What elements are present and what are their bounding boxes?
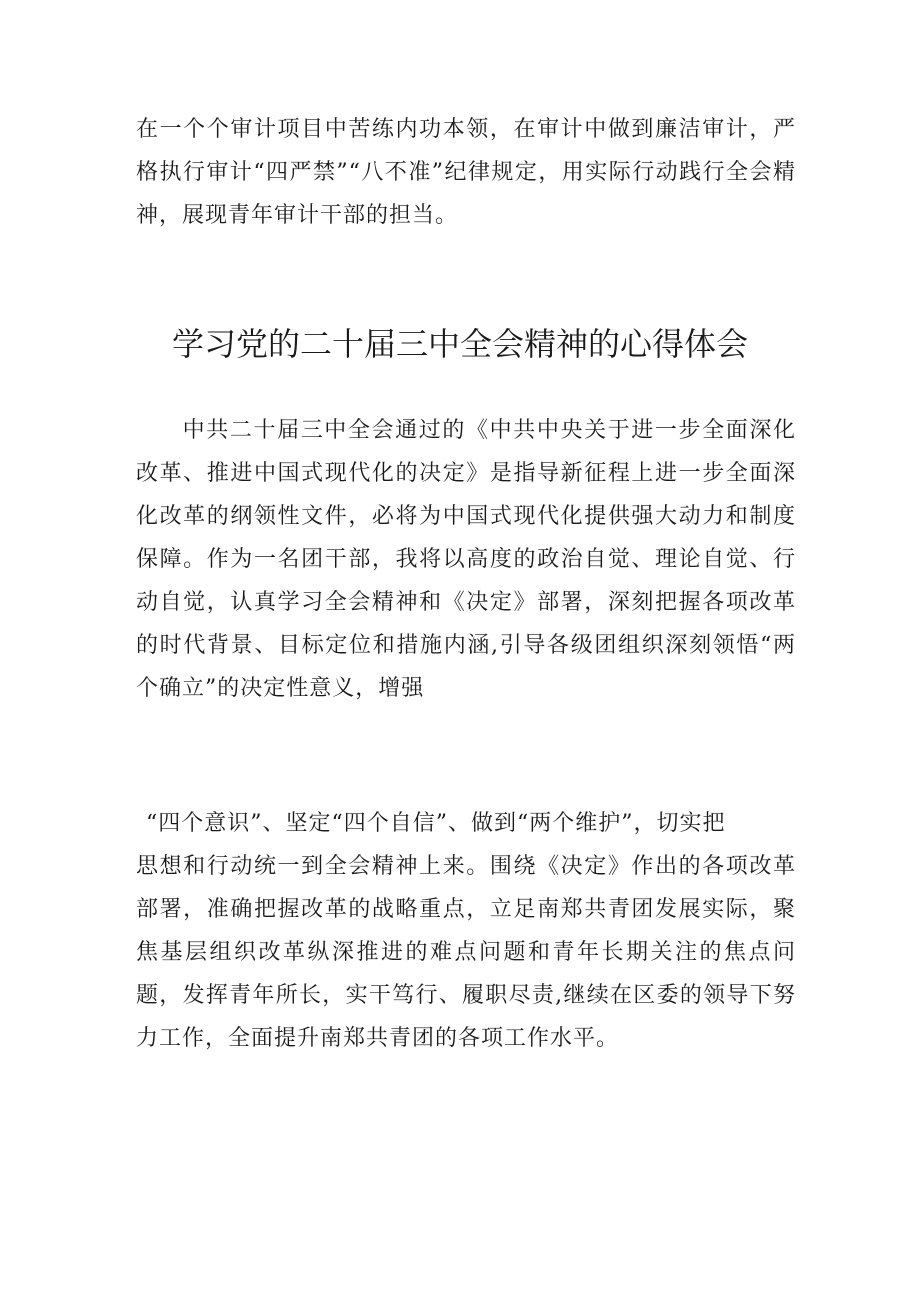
paragraph-2: [136, 409, 796, 710]
paragraph-2-text: 中共二十届三中全会通过的《中共中央关于进一步全面深化改革、推进中国式现代化的决定》是指导新征程上进一步全面深化改革的纲领性文件，必将为中国式现代化提供强大动力和制度保障。作为一名团干部，我将以高度的政治自觉、理论自觉、行动自觉，认真学习全会精神和《决定》部署，深刻把握各项改革的时代背景、目标定位和措施内涵,引导各级团组织深刻领悟“两个确立”的决定性意义，增强: [136, 418, 796, 701]
paragraph-1: 在一个个审计项目中苦练内功本领，在审计中做到廉洁审计，严格执行审计“四严禁”“八不准”纪律规定，用实际行动践行全会精神，展现青年审计干部的担当。: [136, 117, 796, 228]
page-title: 学习党的二十届三中全会精神的心得体会: [171, 325, 748, 363]
paragraph-3-rest: 思想和行动统一到全会精神上来。围绕《决定》作出的各项改革部署，准确把握改革的战略重点，立足南郑共青团发展实际，聚焦基层组织改革纵深推进的难点问题和青年长期关注的焦点问题，发挥青年所长，实干笃行、履职尽责,继续在区委的领导下努力工作，全面提升南郑共青团的各项工作水平。: [136, 854, 796, 1051]
paragraph-3-first-line: “四个意识”、坚定“四个自信”、做到“两个维护”，切实把: [146, 811, 726, 836]
